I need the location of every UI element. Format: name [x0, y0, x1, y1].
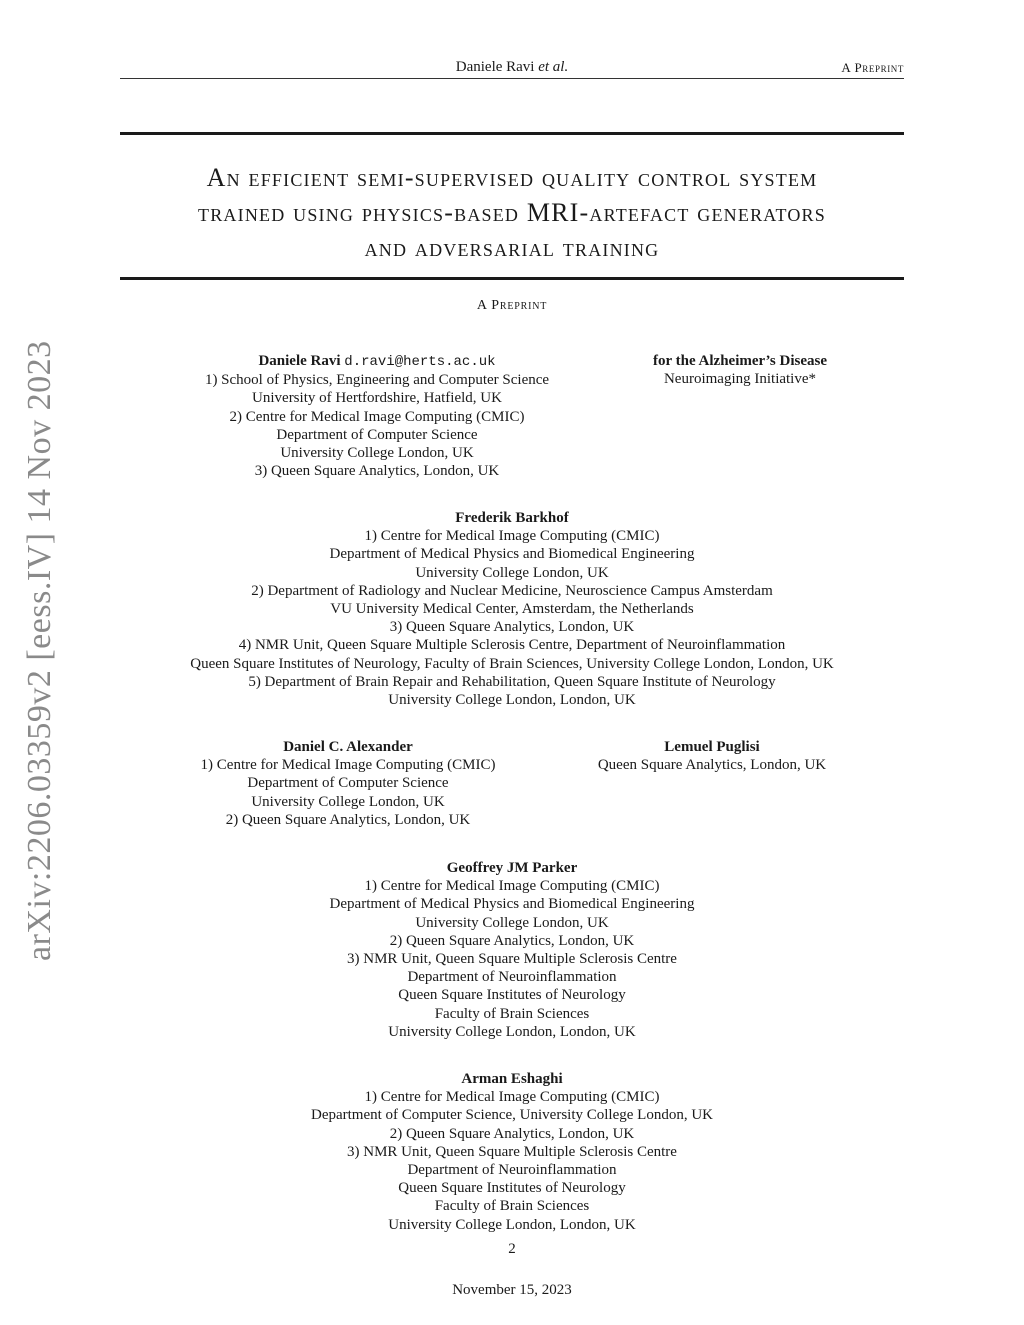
author-block-alexander — [168, 738, 528, 829]
affiliation-line: 1) School of Physics, Engineering and Computer Science — [204, 372, 550, 389]
affiliation-line: 2) Centre for Medical Image Computing (CMIC) — [229, 408, 525, 425]
affiliation-line: Faculty of Brain Sciences — [434, 1005, 590, 1022]
affiliation-line: Department of Computer Science — [247, 775, 449, 792]
author-block-parker — [212, 859, 812, 1041]
header-etal: et al. — [538, 59, 569, 75]
affiliation-line: University College London, London, UK — [388, 1023, 636, 1040]
author-name: Arman Eshaghi — [461, 1071, 563, 1087]
affiliation-line: 3) NMR Unit, Queen Square Multiple Sclerosis Centre — [347, 1143, 677, 1160]
affiliation-line: Department of Medical Physics and Biomedical Engineering — [329, 546, 695, 563]
author-block-ravi — [162, 352, 592, 480]
affiliation-line: 2) Queen Square Analytics, London, UK — [389, 1125, 635, 1142]
affiliation-line: 1) Centre for Medical Image Computing (CMIC) — [364, 528, 660, 545]
affiliation-line: 2) Queen Square Analytics, London, UK — [389, 932, 635, 949]
affiliation-line: University College London, UK — [251, 793, 445, 810]
affiliation-line: Queen Square Institutes of Neurology, Faculty of Brain Sciences, University College London, London, UK — [190, 655, 834, 672]
author-email[interactable]: d.ravi@herts.ac.uk — [344, 354, 496, 370]
affiliation-line: 3) Queen Square Analytics, London, UK — [254, 463, 500, 480]
header-rule — [120, 78, 904, 79]
affiliation-line: University College London, UK — [280, 445, 474, 462]
title-line-2: trained using physics-based MRI-artefact generators — [198, 198, 826, 227]
author-name: Geoffrey JM Parker — [446, 860, 578, 876]
title-bottom-rule — [120, 277, 904, 280]
preprint-label: A Preprint — [476, 298, 548, 313]
affiliation-line: 1) Centre for Medical Image Computing (CMIC) — [364, 1089, 660, 1106]
affiliation-line: 3) Queen Square Analytics, London, UK — [389, 619, 635, 636]
affiliation-line: 2) Queen Square Analytics, London, UK — [225, 811, 471, 828]
author-name: Daniele Ravi — [258, 353, 341, 369]
author-name: Frederik Barkhof — [455, 510, 569, 526]
author-name: Lemuel Puglisi — [664, 739, 760, 755]
affiliation-line: 2) Department of Radiology and Nuclear Medicine, Neuroscience Campus Amsterdam — [251, 582, 773, 599]
title-line-1: An efficient semi-supervised quality control system — [206, 163, 818, 192]
affiliation-line: Department of Neuroinflammation — [407, 1162, 617, 1179]
author-block-puglisi — [572, 738, 852, 774]
affiliation-line: Queen Square Institutes of Neurology — [398, 987, 626, 1004]
title-line-3: and adversarial training — [364, 233, 660, 262]
arxiv-stamp: arXiv:2206.03359v2 [eess.IV] 14 Nov 2023 — [21, 340, 58, 961]
affiliation-line: Department of Computer Science, University College London, UK — [311, 1107, 713, 1124]
affiliation-line: 3) NMR Unit, Queen Square Multiple Sclerosis Centre — [347, 951, 677, 968]
affiliation-line: VU University Medical Center, Amsterdam, the Netherlands — [330, 601, 694, 618]
author-block-barkhof — [112, 509, 912, 709]
affiliation-line: Department of Computer Science — [276, 426, 478, 443]
page-number: 2 — [508, 1241, 516, 1257]
running-header-label: A Preprint — [841, 60, 904, 75]
header-author-name: Daniele Ravi — [455, 59, 535, 75]
author-block-eshaghi — [212, 1070, 812, 1234]
affiliation-line: Neuroimaging Initiative* — [663, 371, 817, 388]
affiliation-line: Department of Neuroinflammation — [407, 969, 617, 986]
author-name: for the Alzheimer’s Disease — [653, 353, 827, 369]
affiliation-line: University College London, London, UK — [388, 1216, 636, 1233]
affiliation-line: University College London, London, UK — [388, 692, 636, 709]
affiliation-line: Faculty of Brain Sciences — [434, 1198, 590, 1215]
affiliation-line: 1) Centre for Medical Image Computing (CMIC) — [364, 878, 660, 895]
author-name: Daniel C. Alexander — [283, 739, 413, 755]
affiliation-line: University of Hertfordshire, Hatfield, UK — [252, 390, 502, 407]
affiliation-line: 5) Department of Brain Repair and Rehabilitation, Queen Square Institute of Neurology — [248, 673, 776, 690]
affiliation-line: Department of Medical Physics and Biomedical Engineering — [329, 896, 695, 913]
affiliation-line: Queen Square Analytics, London, UK — [597, 757, 827, 774]
affiliation-line: University College London, UK — [415, 914, 609, 931]
paper-title — [100, 160, 924, 265]
affiliation-line: 4) NMR Unit, Queen Square Multiple Sclerosis Centre, Department of Neuroinflammation — [238, 637, 786, 654]
footer-date: November 15, 2023 — [452, 1282, 572, 1298]
affiliation-line: Queen Square Institutes of Neurology — [398, 1180, 626, 1197]
author-block-adni — [590, 352, 890, 388]
title-top-rule — [120, 132, 904, 135]
affiliation-line: 1) Centre for Medical Image Computing (CMIC) — [200, 757, 496, 774]
affiliation-line: University College London, UK — [415, 564, 609, 581]
